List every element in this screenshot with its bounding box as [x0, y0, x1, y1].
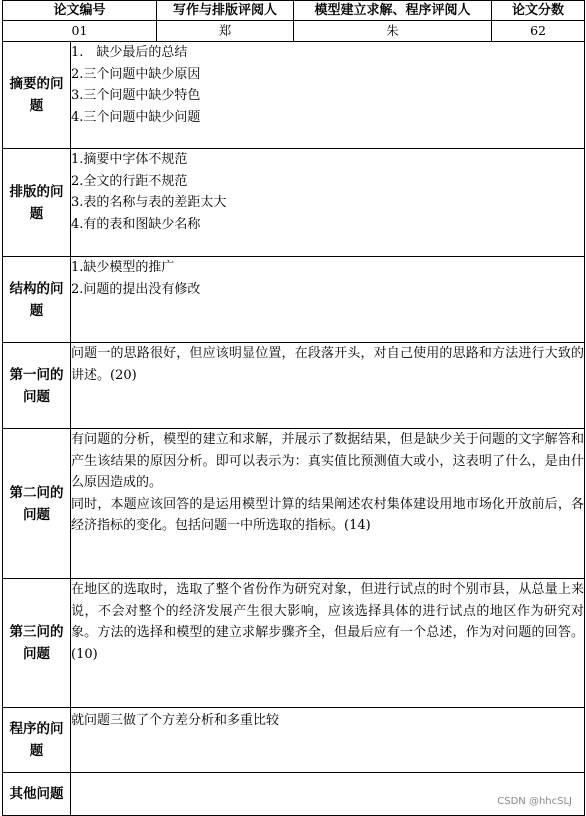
list-item: 2.三个问题中缺少原因	[71, 66, 201, 82]
section-body-structure	[71, 257, 585, 343]
header-writing-reviewer: 写作与排版评阅人	[157, 1, 294, 21]
section-body-abstract	[71, 42, 585, 149]
header-row	[3, 1, 585, 21]
section-row-q3	[3, 579, 585, 708]
section-body-q3	[71, 579, 585, 708]
section-row-abstract	[3, 42, 585, 149]
list-item: 2.问题的提出没有修改	[71, 281, 201, 297]
watermark: CSDN @hhcSLJ	[497, 796, 572, 807]
section-row-other	[3, 773, 585, 816]
section-body-program	[71, 708, 585, 773]
header-paper-id: 论文编号	[3, 1, 157, 21]
list-item: 3.表的名称与表的差距太大	[71, 195, 227, 211]
paragraph: 就问题三做了个方差分析和多重比较	[71, 713, 280, 728]
value-score: 62	[492, 21, 585, 42]
header-score: 论文分数	[492, 1, 585, 21]
section-label-q3: 第三问的问题	[3, 579, 71, 708]
list-item: 3.三个问题中缺少特色	[71, 88, 201, 104]
section-label-q2: 第二问的问题	[3, 429, 71, 579]
list-item: 1. 缺少最后的总结	[71, 45, 188, 60]
section-row-q1	[3, 343, 585, 429]
section-row-program	[3, 708, 585, 773]
section-label-layout: 排版的问题	[3, 149, 71, 257]
review-table	[2, 0, 585, 816]
value-row	[3, 21, 585, 42]
list-item: 4.有的表和图缺少名称	[71, 216, 201, 232]
paragraph: 问题一的思路很好，但应该明显位置，在段落开头，对自己使用的思路和方法进行大致的讲述。(20)	[71, 346, 585, 383]
section-body-q1	[71, 343, 585, 429]
section-label-program: 程序的问题	[3, 708, 71, 773]
value-paper-id: 01	[3, 21, 157, 42]
section-row-layout	[3, 149, 585, 257]
section-label-structure: 结构的问题	[3, 257, 71, 343]
section-body-other	[71, 773, 585, 816]
paragraph: 在地区的选取时，选取了整个省份作为研究对象，但进行试点的时个别市县，从总量上来说，不会对整个的经济发展产生很大影响，应该选择具体的进行试点的地区作为研究对象。方法的选择和模型的建立求解步骤齐全，但最后应有一个总述，作为对问题的回答。(10)	[71, 582, 585, 662]
paragraph: 同时，本题应该回答的是运用模型计算的结果阐述农村集体建设用地市场化开放前后，各经济指标的变化。包括问题一中所选取的指标。(14)	[71, 496, 585, 534]
section-row-q2	[3, 429, 585, 579]
section-label-other: 其他问题	[3, 773, 71, 816]
value-model-reviewer: 朱	[294, 21, 492, 42]
section-row-structure	[3, 257, 585, 343]
list-item: 1.缺少模型的推广	[71, 260, 175, 275]
section-body-q2	[71, 429, 585, 579]
value-writing-reviewer: 郑	[157, 21, 294, 42]
list-item: 1.摘要中字体不规范	[71, 152, 188, 167]
list-item: 2.全文的行距不规范	[71, 173, 188, 189]
header-model-reviewer: 模型建立求解、程序评阅人	[294, 1, 492, 21]
section-body-layout	[71, 149, 585, 257]
section-label-q1: 第一问的问题	[3, 343, 71, 429]
section-label-abstract: 摘要的问题	[3, 42, 71, 149]
list-item: 4.三个问题中缺少问题	[71, 109, 201, 125]
paragraph: 有问题的分析，模型的建立和求解，并展示了数据结果，但是缺少关于问题的文字解答和产生该结果的原因分析。即可以表示为：真实值比预测值大或小，这表明了什么，是由什么原因造成的。	[71, 432, 585, 491]
